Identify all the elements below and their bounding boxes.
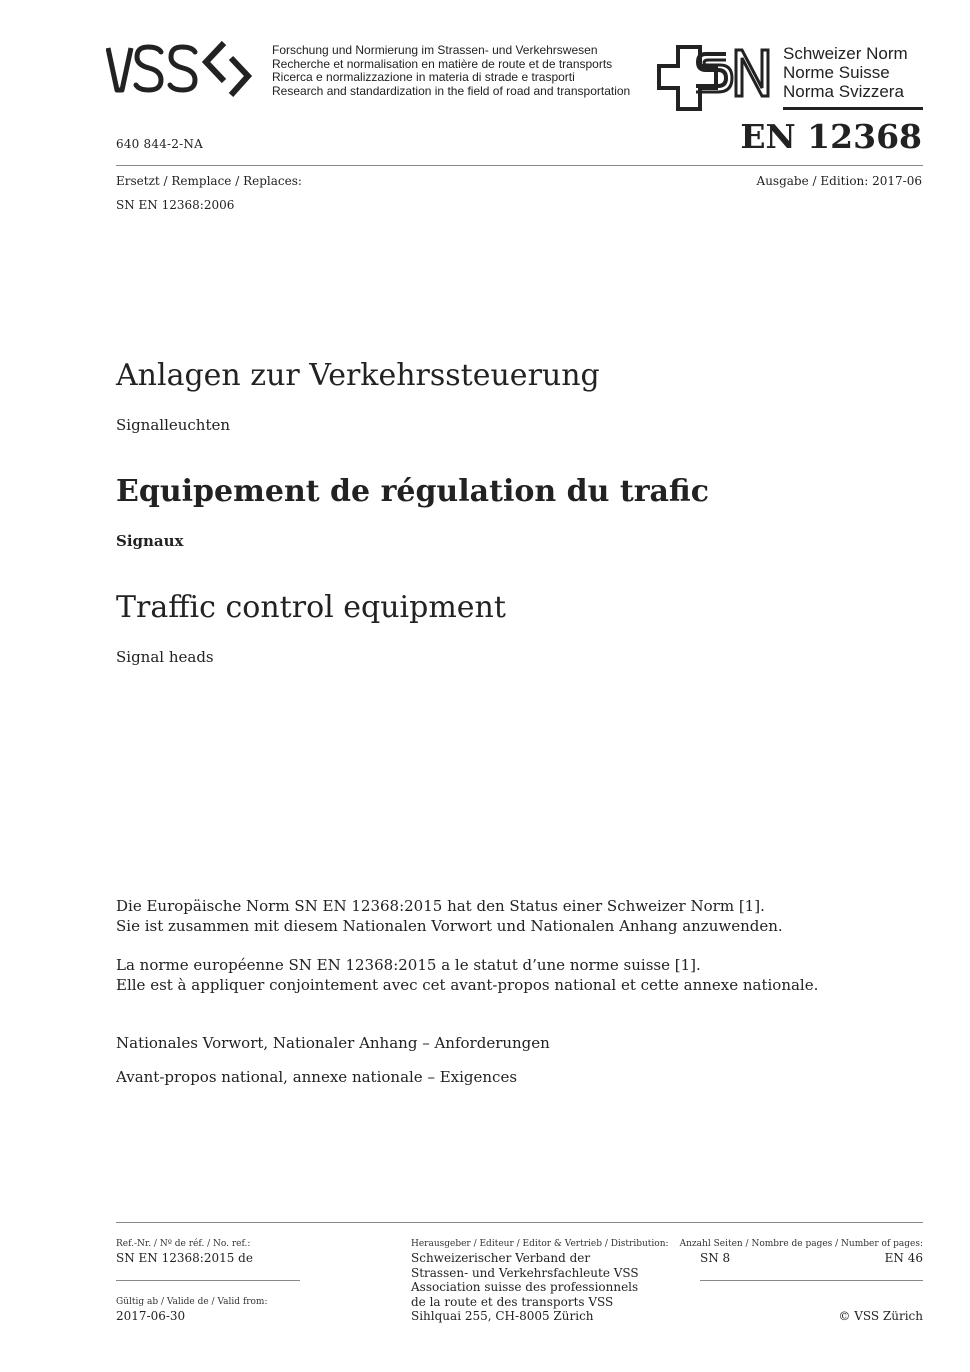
status-paragraph-german (116, 896, 783, 936)
reference-label: Ref.-Nr. / Nº de réf. / No. ref.: (116, 1239, 251, 1249)
publisher-line: de la route et des transports VSS (411, 1294, 614, 1309)
publisher-line: Strassen- und Verkehrsfachleute VSS (411, 1265, 639, 1280)
footer-rule-left (116, 1280, 300, 1281)
replaced-document: SN EN 12368:2006 (116, 198, 235, 212)
sn-line-de: Schweizer Norm (783, 44, 908, 63)
vss-logo (106, 40, 266, 100)
publisher-address (411, 1251, 639, 1324)
footer-divider (116, 1222, 923, 1223)
sn-logo (656, 44, 774, 112)
publisher-label: Herausgeber / Editeur / Editor & Vertrieb / Distribution: (411, 1239, 669, 1249)
vss-organisation-lines (272, 44, 630, 98)
sn-underline (783, 107, 923, 110)
pages-sn: SN 8 (700, 1251, 731, 1265)
national-foreword-note-french: Avant-propos national, annexe nationale – Exigences (116, 1068, 518, 1086)
edition-date: Ausgabe / Edition: 2017-06 (756, 174, 922, 188)
replaces-label: Ersetzt / Remplace / Replaces: (116, 174, 302, 188)
publisher-line: Association suisse des professionnels (411, 1280, 639, 1295)
vss-line-it: Ricerca e normalizzazione in materia di strade e trasporti (272, 70, 575, 85)
paragraph-line: Die Europäische Norm SN EN 12368:2015 hat den Status einer Schweizer Norm [1]. (116, 897, 765, 915)
publisher-line: Sihlquai 255, CH-8005 Zürich (411, 1309, 594, 1324)
pages-en: EN 46 (884, 1251, 923, 1265)
title-english: Traffic control equipment (116, 590, 506, 625)
sn-line-fr: Norme Suisse (783, 63, 890, 82)
standard-number: EN 12368 (740, 117, 922, 156)
subtitle-french: Signaux (116, 532, 184, 550)
vss-line-de: Forschung und Normierung im Strassen- und Verkehrswesen (272, 43, 598, 57)
title-german: Anlagen zur Verkehrssteuerung (116, 358, 600, 393)
vss-line-fr: Recherche et normalisation en matière de route et de transports (272, 56, 613, 71)
reference-value: SN EN 12368:2015 de (116, 1251, 253, 1265)
publisher-line: Schweizerischer Verband der (411, 1251, 591, 1265)
header-divider (116, 165, 923, 166)
valid-from-value: 2017-06-30 (116, 1309, 186, 1323)
title-french: Equipement de régulation du trafic (116, 474, 710, 509)
national-foreword-note-german: Nationales Vorwort, Nationaler Anhang – Anforderungen (116, 1034, 550, 1052)
status-paragraph-french (116, 955, 818, 995)
footer-rule-right (700, 1280, 923, 1281)
sn-norm-lines (783, 44, 908, 101)
paragraph-line: Elle est à appliquer conjointement avec cet avant-propos national et cette annexe nationale. (116, 976, 819, 994)
paragraph-line: La norme européenne SN EN 12368:2015 a le statut d’une norme suisse [1]. (116, 956, 701, 974)
subtitle-english: Signal heads (116, 648, 214, 666)
vss-line-en: Research and standardization in the field of road and transportation (272, 83, 631, 98)
sn-line-it: Norma Svizzera (783, 82, 904, 101)
copyright: © VSS Zürich (838, 1309, 923, 1323)
paragraph-line: Sie ist zusammen mit diesem Nationalen Vorwort und Nationalen Anhang anzuwenden. (116, 917, 783, 935)
valid-from-label: Gültig ab / Valide de / Valid from: (116, 1297, 268, 1307)
document-number: 640 844-2-NA (116, 137, 203, 151)
pages-label: Anzahl Seiten / Nombre de pages / Number of pages: (679, 1239, 923, 1249)
subtitle-german: Signalleuchten (116, 416, 231, 434)
